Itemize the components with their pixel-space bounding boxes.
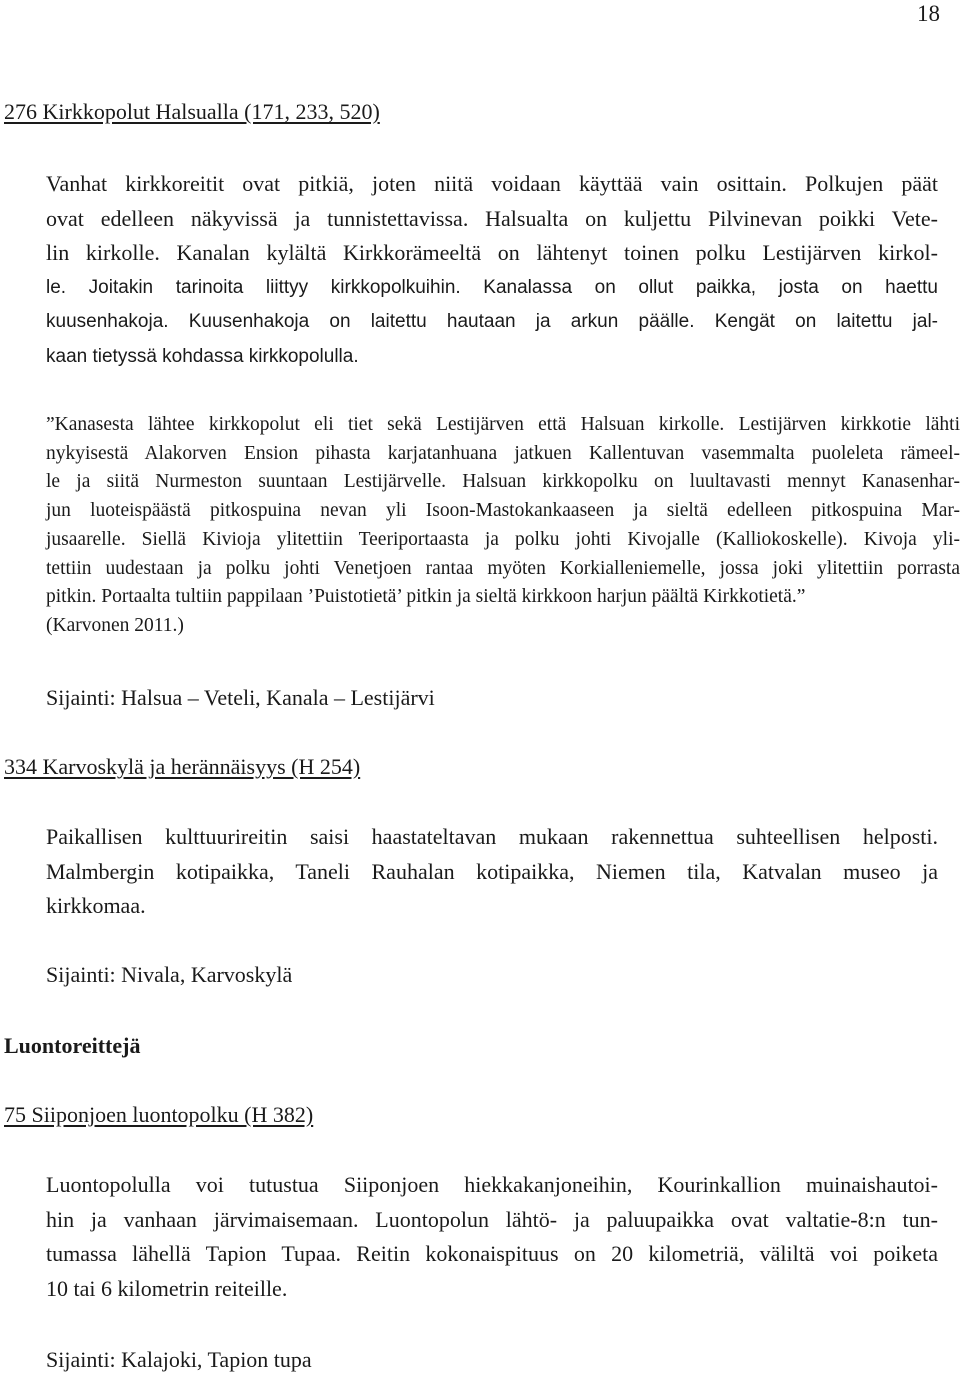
body-line: kirkkomaa. [46,893,146,918]
section-276-quote [46,411,960,641]
intro-line: kaan tietyssä kohdassa kirkkopolulla. [46,345,359,367]
body-line: Luontopolulla voi tutustua Siiponjoen hiekkakanjoneihin, Kourinkallion muinaishautoi- [46,1172,938,1197]
body-line: Paikallisen kulttuurireitin saisi haastateltavan mukaan rakennettua suhteellisen helposti. [46,824,938,849]
quote-line: jusaarelle. Siellä Kivioja ylitettiin Teeriportaasta ja polku johti Kivojalle (Kalliokoskelle). Kivoja yli- [46,528,960,550]
body-line: Malmbergin kotipaikka, Taneli Rauhalan kotipaikka, Niemen tila, Katvalan museo ja [46,858,938,884]
body-line: hin ja vanhaan järvimaisemaan. Luontopolun lähtö- ja paluupaikka ovat valtatie-8:n tun- [46,1206,938,1232]
section-276-intro [46,167,938,374]
section-334-location: Sijainti: Nivala, Karvoskylä [46,962,293,987]
quote-line: pitkin. Portaalta tultiin pappilaan ’Puistotietä’ pitkin ja sieltä kirkkoon harjun päältä Kirkkotietä.” [46,586,806,608]
category-heading: Luontoreittejä [4,1033,141,1058]
section-heading-334: 334 Karvoskylä ja herännäisyys (H 254) [4,754,361,779]
quote-line: tettiin uudestaan ja polku johti Venetjoen rantaa myöten Korkialleniemelle, jossa joki ylitettiin porrasta [46,557,960,579]
intro-line: ovat edelleen näkyvissä ja tunnistettavissa. Halsualta on kuljettu Pilvinevan poikki Vete- [46,205,938,231]
section-heading-276: 276 Kirkkopolut Halsualla (171, 233, 520) [4,99,380,124]
body-line: 10 tai 6 kilometrin reiteille. [46,1275,288,1301]
quote-line: le ja siitä Nurmeston suuntaan Lestijärvelle. Halsuan kirkkopolku on luultavasti mennyt Kanasenhar- [46,471,960,493]
page-number: 18 [917,1,940,26]
intro-line: lin kirkolle. Kanalan kylältä Kirkkorämeeltä on lähtenyt toinen polku Lestijärven kirkol- [46,240,938,265]
intro-line: Vanhat kirkkoreitit ovat pitkiä, joten niitä voidaan käyttää vain osittain. Polkujen päät [46,171,938,196]
quote-line: (Karvonen 2011.) [46,614,184,636]
section-heading-75: 75 Siiponjoen luontopolku (H 382) [4,1102,314,1127]
quote-line: ”Kanasesta lähtee kirkkopolut eli tiet sekä Lestijärven että Halsuan kirkolle. Lestijärven kirkkotie lähti [46,414,960,435]
section-276-location: Sijainti: Halsua – Veteli, Kanala – Lestijärvi [46,685,435,710]
intro-line: le. Joitakin tarinoita liittyy kirkkopolkuihin. Kanalassa on ollut paikka, josta on haettu [46,276,938,298]
section-75-body [46,1168,938,1306]
quote-line: nykyisestä Alakorven Ension pihasta karjatanhuana jatkuen Kallentuvan vasemmalta puoleleta rämeel- [46,442,960,464]
section-75-location: Sijainti: Kalajoki, Tapion tupa [46,1347,312,1372]
body-line: tumassa lähellä Tapion Tupaa. Reitin kokonaispituus on 20 kilometriä, väliltä voi poiketa [46,1241,938,1266]
intro-line: kuusenhakoja. Kuusenhakoja on laitettu hautaan ja arkun päälle. Kengät on laitettu jal- [46,311,938,332]
quote-line: jun luoteispäästä pitkospuina nevan yli Isoon-Mastokankaaseen ja sieltä edelleen pitkospuina Mar- [46,500,960,522]
section-334-body [46,820,938,924]
